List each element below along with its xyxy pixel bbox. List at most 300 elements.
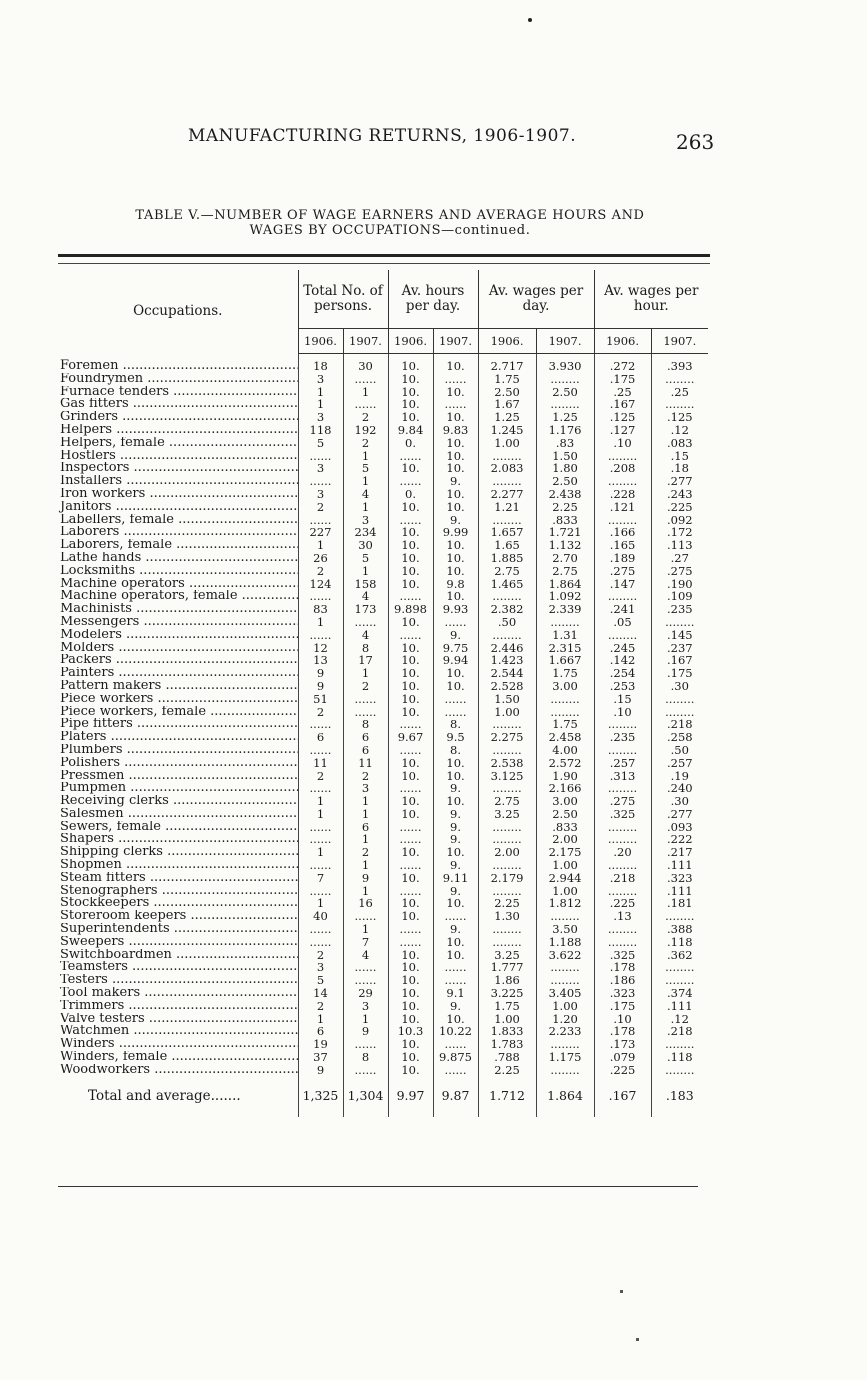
value-cell: .30 — [651, 795, 708, 808]
occupation-cell — [58, 821, 298, 834]
occupation-label: Pumpmen ..... — [60, 782, 298, 795]
value-cell: 1.092 — [536, 590, 594, 603]
value-cell: .12 — [651, 424, 708, 437]
value-cell: ...... — [343, 706, 388, 719]
value-cell: 1.75 — [478, 1000, 536, 1013]
value-cell: 3.622 — [536, 949, 594, 962]
value-cell: 3 — [298, 462, 343, 475]
value-cell: 3 — [298, 961, 343, 974]
total-value-cell: .183 — [651, 1077, 708, 1117]
value-cell: .10 — [594, 437, 651, 450]
table-row — [58, 808, 708, 821]
table-row — [58, 706, 708, 719]
value-cell: .241 — [594, 603, 651, 616]
value-cell: .05 — [594, 616, 651, 629]
occupation-cell — [58, 782, 298, 795]
value-cell: 9.11 — [433, 872, 478, 885]
value-cell: 37 — [298, 1051, 343, 1064]
occupation-label: Inspectors ..... — [60, 462, 298, 475]
value-cell: .118 — [651, 1051, 708, 1064]
value-cell: 9. — [433, 923, 478, 936]
table-row — [58, 565, 708, 578]
value-cell: ........ — [594, 450, 651, 463]
print-speck — [636, 1338, 639, 1341]
value-cell: 9.898 — [388, 603, 433, 616]
occupation-cell — [58, 1064, 298, 1077]
value-cell: .218 — [651, 1025, 708, 1038]
occupation-label: Superintendents ..... — [60, 923, 298, 936]
value-cell: 1 — [343, 1013, 388, 1026]
value-cell: ...... — [433, 706, 478, 719]
occupation-cell — [58, 680, 298, 693]
value-cell: 26 — [298, 552, 343, 565]
value-cell: .25 — [651, 386, 708, 399]
value-cell: ........ — [536, 1038, 594, 1051]
value-cell: .50 — [651, 744, 708, 757]
occupation-label: Polishers ..... — [60, 757, 298, 770]
year-header: 1907. — [343, 329, 388, 354]
value-cell: 9 — [298, 680, 343, 693]
value-cell: 2.083 — [478, 462, 536, 475]
table-row — [58, 731, 708, 744]
value-cell: .172 — [651, 526, 708, 539]
value-cell: ...... — [388, 821, 433, 834]
occupation-label: Locksmiths ..... — [60, 565, 298, 578]
value-cell: 9 — [343, 1025, 388, 1038]
value-cell: ........ — [478, 629, 536, 642]
table-row — [58, 373, 708, 386]
value-cell: .272 — [594, 354, 651, 373]
value-cell: 5 — [298, 437, 343, 450]
value-cell: ...... — [343, 910, 388, 923]
value-cell: ...... — [433, 974, 478, 987]
value-cell: 2 — [298, 706, 343, 719]
value-cell: 2 — [343, 411, 388, 424]
table-row — [58, 424, 708, 437]
value-cell: 10. — [388, 552, 433, 565]
value-cell: 6 — [343, 731, 388, 744]
value-cell: ...... — [388, 859, 433, 872]
value-cell: 10. — [388, 373, 433, 386]
value-cell: ...... — [343, 373, 388, 386]
value-cell: 1.21 — [478, 501, 536, 514]
value-cell: 9.1 — [433, 987, 478, 1000]
value-cell: .217 — [651, 846, 708, 859]
value-cell: 1 — [343, 450, 388, 463]
table-caption — [60, 208, 720, 238]
occupation-label: Salesmen ..... — [60, 808, 298, 821]
value-cell: .181 — [651, 897, 708, 910]
value-cell: 1.80 — [536, 462, 594, 475]
occupation-label: Lathe hands ..... — [60, 552, 298, 565]
occupation-label: Machine operators ..... — [60, 578, 298, 591]
value-cell: ........ — [536, 974, 594, 987]
occupation-label: Sweepers ..... — [60, 936, 298, 949]
value-cell: 2 — [298, 1000, 343, 1013]
value-cell: 3.405 — [536, 987, 594, 1000]
value-cell: .125 — [594, 411, 651, 424]
value-cell: 0. — [388, 437, 433, 450]
value-cell: 2.00 — [478, 846, 536, 859]
value-cell: 9 — [298, 667, 343, 680]
value-cell: .240 — [651, 782, 708, 795]
value-cell: 3.930 — [536, 354, 594, 373]
value-cell: ...... — [343, 961, 388, 974]
year-header: 1906. — [388, 329, 433, 354]
value-cell: 10. — [433, 462, 478, 475]
value-cell: 9.875 — [433, 1051, 478, 1064]
value-cell: ........ — [478, 885, 536, 898]
value-cell: .083 — [651, 437, 708, 450]
value-cell: 6 — [343, 821, 388, 834]
value-cell: 5 — [343, 462, 388, 475]
occupation-label: Pressmen ..... — [60, 770, 298, 783]
value-cell: 6 — [298, 731, 343, 744]
value-cell: ...... — [298, 923, 343, 936]
value-cell: 1.245 — [478, 424, 536, 437]
table-row — [58, 552, 708, 565]
occupation-cell — [58, 718, 298, 731]
value-cell: 8 — [343, 718, 388, 731]
table-row — [58, 1000, 708, 1013]
value-cell: 9. — [433, 514, 478, 527]
table-row — [58, 885, 708, 898]
value-cell: ...... — [388, 936, 433, 949]
value-cell: .13 — [594, 910, 651, 923]
value-cell: 1.657 — [478, 526, 536, 539]
value-cell: .393 — [651, 354, 708, 373]
value-cell: ...... — [433, 616, 478, 629]
total-label: Total and average....... — [88, 1088, 241, 1105]
value-cell: 9. — [433, 782, 478, 795]
value-cell: 10. — [433, 846, 478, 859]
value-cell: 1.885 — [478, 552, 536, 565]
value-cell: ...... — [388, 629, 433, 642]
value-cell: 10. — [388, 974, 433, 987]
occupation-cell — [58, 1051, 298, 1064]
value-cell: 3.00 — [536, 795, 594, 808]
value-cell: 10. — [433, 450, 478, 463]
table-row — [58, 501, 708, 514]
occupation-label: Molders ..... — [60, 642, 298, 655]
occupation-cell — [58, 846, 298, 859]
occupation-cell — [58, 910, 298, 923]
value-cell: .225 — [651, 501, 708, 514]
value-cell: 2 — [343, 846, 388, 859]
value-cell: .275 — [651, 565, 708, 578]
value-cell: .258 — [651, 731, 708, 744]
value-cell: ........ — [651, 616, 708, 629]
value-cell: 2.382 — [478, 603, 536, 616]
value-cell: ........ — [536, 398, 594, 411]
value-cell: 10. — [388, 808, 433, 821]
value-cell: .12 — [651, 1013, 708, 1026]
occupation-cell — [58, 437, 298, 450]
table-row — [58, 936, 708, 949]
value-cell: 9. — [433, 475, 478, 488]
value-cell: 10. — [388, 961, 433, 974]
table-row — [58, 897, 708, 910]
value-cell: 3.25 — [478, 808, 536, 821]
header-av-wages-hour: Av. wages per hour. — [594, 270, 708, 329]
value-cell: 9.99 — [433, 526, 478, 539]
value-cell: .325 — [594, 949, 651, 962]
value-cell: 9 — [298, 1064, 343, 1077]
value-cell: .189 — [594, 552, 651, 565]
value-cell: 2.339 — [536, 603, 594, 616]
table-row — [58, 616, 708, 629]
value-cell: 1.176 — [536, 424, 594, 437]
total-value-cell: 9.97 — [388, 1077, 433, 1117]
value-cell: 3.00 — [536, 680, 594, 693]
value-cell: 30 — [343, 354, 388, 373]
value-cell: 1.50 — [536, 450, 594, 463]
value-cell: ........ — [478, 833, 536, 846]
occupation-cell — [58, 642, 298, 655]
value-cell: 10. — [433, 437, 478, 450]
value-cell: 10. — [388, 642, 433, 655]
value-cell: 173 — [343, 603, 388, 616]
occupation-cell — [58, 565, 298, 578]
value-cell: 2.538 — [478, 757, 536, 770]
value-cell: .83 — [536, 437, 594, 450]
value-cell: 10. — [433, 949, 478, 962]
value-cell: 1.00 — [536, 859, 594, 872]
value-cell: 118 — [298, 424, 343, 437]
value-cell: 2.00 — [536, 833, 594, 846]
table-row — [58, 821, 708, 834]
value-cell: 1 — [298, 846, 343, 859]
value-cell: 2.275 — [478, 731, 536, 744]
value-cell: .237 — [651, 642, 708, 655]
table-row — [58, 642, 708, 655]
value-cell: .118 — [651, 936, 708, 949]
table-row — [58, 833, 708, 846]
occupation-cell — [58, 488, 298, 501]
value-cell: 9. — [433, 833, 478, 846]
occupation-label: Switchboardmen ..... — [60, 949, 298, 962]
value-cell: ........ — [536, 693, 594, 706]
occupation-label: Pipe fitters ..... — [60, 718, 298, 731]
value-cell: 10. — [388, 1000, 433, 1013]
value-cell: ...... — [298, 936, 343, 949]
value-cell: 4.00 — [536, 744, 594, 757]
occupation-label: Hostlers ..... — [60, 450, 298, 463]
table-row — [58, 488, 708, 501]
table-row — [58, 782, 708, 795]
value-cell: 9.93 — [433, 603, 478, 616]
year-header: 1906. — [298, 329, 343, 354]
occupation-label: Foundrymen ..... — [60, 373, 298, 386]
occupation-cell — [58, 795, 298, 808]
year-header: 1906. — [478, 329, 536, 354]
value-cell: 192 — [343, 424, 388, 437]
occupation-label: Watchmen ..... — [60, 1025, 298, 1038]
value-cell: 10. — [388, 386, 433, 399]
table-row — [58, 770, 708, 783]
value-cell: 83 — [298, 603, 343, 616]
value-cell: ........ — [536, 373, 594, 386]
occupation-label: Platers ..... — [60, 731, 298, 744]
value-cell: .235 — [594, 731, 651, 744]
value-cell: ........ — [478, 718, 536, 731]
occupation-cell — [58, 961, 298, 974]
value-cell: 1 — [298, 616, 343, 629]
value-cell: 2.75 — [536, 565, 594, 578]
occupation-label: Storeroom keepers ..... — [60, 910, 298, 923]
occupation-label: Messengers ..... — [60, 616, 298, 629]
occupation-cell — [58, 808, 298, 821]
print-speck — [620, 1290, 623, 1293]
value-cell: ...... — [298, 514, 343, 527]
occupation-cell — [58, 552, 298, 565]
value-cell: .30 — [651, 680, 708, 693]
value-cell: 10. — [388, 910, 433, 923]
value-cell: 1.75 — [536, 718, 594, 731]
value-cell: 9.67 — [388, 731, 433, 744]
value-cell: ...... — [343, 693, 388, 706]
occupation-cell — [58, 936, 298, 949]
header-occupations: Occupations. — [133, 303, 223, 320]
value-cell: 1 — [298, 795, 343, 808]
value-cell: ........ — [536, 1064, 594, 1077]
value-cell: .225 — [594, 897, 651, 910]
value-cell: 1.667 — [536, 654, 594, 667]
occupation-cell — [58, 501, 298, 514]
value-cell: ...... — [388, 923, 433, 936]
value-cell: 10. — [388, 949, 433, 962]
value-cell: 9. — [433, 859, 478, 872]
value-cell: 4 — [343, 949, 388, 962]
value-cell: 1.86 — [478, 974, 536, 987]
value-cell: ........ — [594, 833, 651, 846]
table-row — [58, 603, 708, 616]
value-cell: 9.8 — [433, 578, 478, 591]
value-cell: 2.717 — [478, 354, 536, 373]
value-cell: 10. — [388, 680, 433, 693]
value-cell: ...... — [298, 782, 343, 795]
value-cell: 10. — [388, 654, 433, 667]
value-cell: 10. — [433, 488, 478, 501]
value-cell: 8 — [343, 1051, 388, 1064]
value-cell: .235 — [651, 603, 708, 616]
value-cell: 10. — [388, 501, 433, 514]
value-cell: 1.00 — [478, 706, 536, 719]
value-cell: 1.75 — [478, 373, 536, 386]
occupation-label: Piece workers, female ..... — [60, 706, 298, 719]
value-cell: ........ — [536, 616, 594, 629]
value-cell: ...... — [388, 885, 433, 898]
value-cell: 10.3 — [388, 1025, 433, 1038]
occupation-cell — [58, 411, 298, 424]
value-cell: 2 — [298, 949, 343, 962]
table-row — [58, 514, 708, 527]
value-cell: 10. — [433, 770, 478, 783]
occupation-label: Steam fitters ..... — [60, 872, 298, 885]
value-cell: ........ — [594, 475, 651, 488]
value-cell: .10 — [594, 706, 651, 719]
value-cell: .50 — [478, 616, 536, 629]
value-cell: .10 — [594, 1013, 651, 1026]
table-row — [58, 680, 708, 693]
value-cell: 3 — [298, 373, 343, 386]
value-cell: .222 — [651, 833, 708, 846]
value-cell: 7 — [298, 872, 343, 885]
table-row — [58, 475, 708, 488]
value-cell: ...... — [298, 833, 343, 846]
value-cell: 1.423 — [478, 654, 536, 667]
value-cell: 10. — [388, 616, 433, 629]
value-cell: 1.00 — [536, 1000, 594, 1013]
table-row — [58, 974, 708, 987]
occupation-cell — [58, 629, 298, 642]
value-cell: ...... — [433, 961, 478, 974]
value-cell: .275 — [594, 795, 651, 808]
value-cell: .166 — [594, 526, 651, 539]
table-row — [58, 578, 708, 591]
value-cell: 10. — [433, 590, 478, 603]
value-cell: 2.544 — [478, 667, 536, 680]
occupation-cell — [58, 354, 298, 373]
value-cell: ........ — [594, 821, 651, 834]
occupation-label: Machinists ..... — [60, 603, 298, 616]
value-cell: 0. — [388, 488, 433, 501]
value-cell: 14 — [298, 987, 343, 1000]
value-cell: .113 — [651, 539, 708, 552]
value-cell: 1.132 — [536, 539, 594, 552]
value-cell: 10. — [388, 1051, 433, 1064]
table-row — [58, 1038, 708, 1051]
table-row — [58, 462, 708, 475]
value-cell: 2.528 — [478, 680, 536, 693]
value-cell: 10. — [388, 667, 433, 680]
value-cell: .18 — [651, 462, 708, 475]
value-cell: ...... — [298, 629, 343, 642]
occupation-label: Winders ..... — [60, 1038, 298, 1051]
value-cell: 2.25 — [478, 897, 536, 910]
value-cell: .147 — [594, 578, 651, 591]
value-cell: 2.438 — [536, 488, 594, 501]
value-cell: 9. — [433, 885, 478, 898]
occupation-label: Helpers, female ..... — [60, 437, 298, 450]
value-cell: ...... — [388, 475, 433, 488]
value-cell: 18 — [298, 354, 343, 373]
value-cell: 10. — [433, 795, 478, 808]
value-cell: ...... — [388, 514, 433, 527]
value-cell: .125 — [651, 411, 708, 424]
occupation-label: Teamsters ..... — [60, 961, 298, 974]
occupation-cell — [58, 424, 298, 437]
value-cell: ...... — [298, 821, 343, 834]
value-cell: .254 — [594, 667, 651, 680]
value-cell: .186 — [594, 974, 651, 987]
table-row — [58, 923, 708, 936]
value-cell: .142 — [594, 654, 651, 667]
value-cell: 2.458 — [536, 731, 594, 744]
value-cell: 2.277 — [478, 488, 536, 501]
value-cell: .362 — [651, 949, 708, 962]
occupation-cell — [58, 770, 298, 783]
value-cell: 10. — [388, 578, 433, 591]
value-cell: 10. — [433, 1013, 478, 1026]
value-cell: ........ — [536, 910, 594, 923]
value-cell: 1.864 — [536, 578, 594, 591]
value-cell: ........ — [594, 936, 651, 949]
value-cell: 10. — [433, 539, 478, 552]
value-cell: 10. — [388, 526, 433, 539]
value-cell: 1 — [343, 501, 388, 514]
value-cell: ........ — [478, 821, 536, 834]
